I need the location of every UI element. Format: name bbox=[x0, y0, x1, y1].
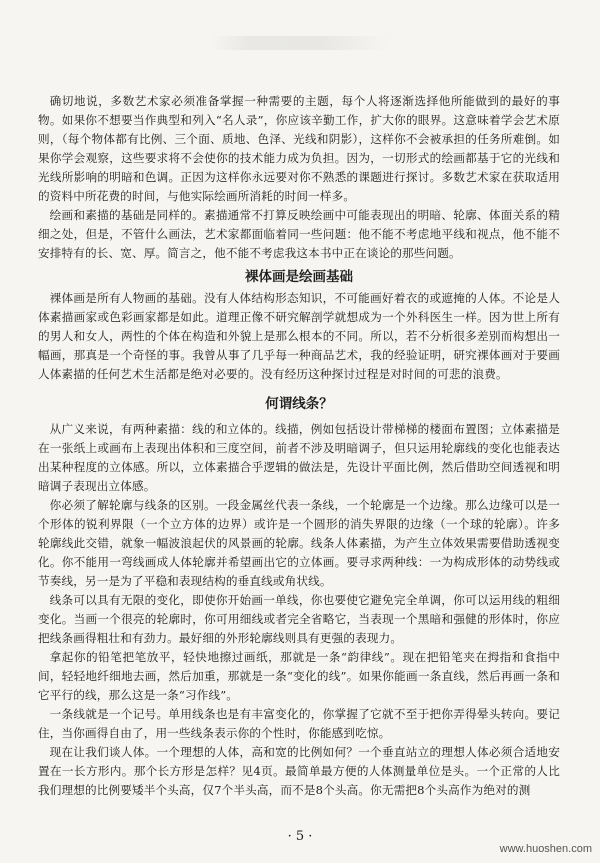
section-title-what-is-line: 何谓线条？ bbox=[265, 396, 333, 412]
watermark-url: www.huoshen.com bbox=[499, 843, 592, 855]
line-paragraph-5: 一条线就是一个记号。单用线条也是有丰富变化的，你掌握了它就不至于把你弄得晕头转向。要记住，当你画得自由了，用一些线条表示你的个性时，你能感到吃惊。 bbox=[38, 707, 560, 740]
line-paragraph-1: 从广义来说，有两种素描：线的和立体的。线描，例如包括设计带梯梯的楼面布置图；立体素描是在一张纸上或画布上表现出体积和三度空间，前者不涉及明暗调子，但只运用轮廓线的变化也能表达出某种程度的立体感。所以，立体素描合乎逻辑的做法是，先设计平面比例，然后借助空间透视和明暗调子表现出立体感。 bbox=[38, 422, 560, 493]
nude-painting-paragraph: 裸体画是所有人物画的基础。没有人体结构形态知识，不可能画好着衣的或遮掩的人体。不论是人体素描画家或色彩画家都是如此。道理正像不研究解剖学就想成为一个外科医生一样。因为世上所有的男人和女人，两性的个体在构造和外貌上是那么根本的不同。所以，若不分析很多差别而构想出一幅画，那真是一个奇怪的事。我曾从事了几乎每一种商品艺术，我的经验证明，研究裸体画对于要画人体素描的任何艺术生活都是绝对必要的。没有经历这种探讨过程是对时间的可悲的浪费。 bbox=[38, 291, 560, 381]
line-paragraph-4: 拿起你的铅笔把笔放平，轻快地擦过画纸，那就是一条“韵律线”。现在把铅笔夹在拇指和食指中间，轻轻地纤细地去画，然后加重，那就是一条“变化的线”。如果你能画一条直线，然后再画一条和它平行的线，那么这是一条“习作线”。 bbox=[38, 650, 560, 702]
section-title-nude-painting: 裸体画是绘画基础 bbox=[245, 269, 353, 285]
line-paragraph-2: 你必须了解轮廓与线条的区别。一段金属丝代表一条线，一个轮廓是一个边缘。那么边缘可以是一个形体的锐利界限（一个立方体的边界）或许是一个圆形的消失界限的边缘（一个球的轮廓）。许多轮廓线此交错，就象一幅波浪起伏的风景画的轮廓。线条人体素描，为产生立体效果需要借助透视变化。你不能用一弯线画成人体轮廓并希望画出它的立体画。要寻求两种线：一为构成形体的动势线或节奏线，另一是为了平稳和表现结构的垂直线或角状线。 bbox=[38, 498, 560, 588]
intro-paragraph-2: 绘画和素描的基础是同样的。素描通常不打算反映绘画中可能表现出的明暗、轮廓、体面关系的精细之处，但是，不管什么画法，艺术家都面临着同一些问题：他不能不考虑地平线和视点，他不能不安排特有的长、宽、厚。简言之，他不能不考虑我这本书中正在谈论的那些问题。 bbox=[38, 208, 560, 260]
intro-paragraph-1: 确切地说，多数艺术家必须准备掌握一种需要的主题，每个人将逐渐选择他所能做到的最好的事物。如果你不想要当作典型和列入“名人录”，你应该辛勤工作，扩大你的眼界。这意味着学会艺术原则，（每个物体都有比例、三个面、质地、色泽、光线和阴影），这样你不会被承担的任务所难倒。如果你学会观察，这些要求将不会使你的技术能力成为负担。因为，一切形式的绘画都基于它的光线和光线所影响的明暗和色调。正因为这样你永远要对你不熟悉的课题进行探讨。多数艺术家在获取适用的资料中所花费的时间，与他实际绘画所消耗的时间一样多。 bbox=[38, 94, 560, 203]
line-paragraph-3: 线条可以具有无限的变化，即使你开始画一单线，你也要使它避免完全单调，你可以运用线的粗细变化。当画一个很亮的轮廓时，你可用细线或者完全省略它，当表现一个黑暗和强健的形体时，你应把线条画得粗壮和有劲力。最好细的外形轮廓线则具有更强的表现力。 bbox=[38, 593, 560, 645]
line-paragraph-6: 现在让我们谈人体。一个理想的人体，高和宽的比例如何？一个垂直站立的理想人体必须合适地安置在一长方形内。那个长方形是怎样？见4页。最简单最方便的人体测量单位是头。一个正常的人比我们理想的比例要矮半个头高，仅7个半头高，而不是8个头高。你无需把8个头高作为绝对的测 bbox=[38, 745, 560, 797]
faint-running-header bbox=[210, 36, 390, 50]
page-number: · 5 · bbox=[287, 829, 313, 844]
